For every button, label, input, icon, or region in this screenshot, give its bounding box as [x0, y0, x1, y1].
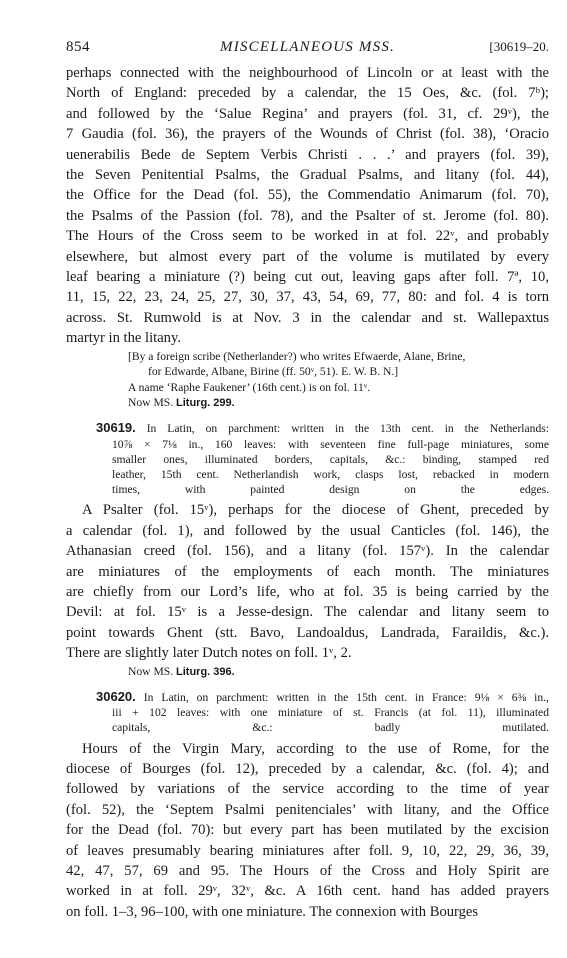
entry-line: In Latin, on parchment: written in the 15th cent. in France: 9⅛ × 6⅜ in., — [135, 690, 549, 704]
text-line: for the Dead (fol. 70): but every part has been mutilated by the excision — [66, 822, 549, 839]
editorial-note — [66, 349, 549, 395]
text-line: the Office for the Dead (fol. 55), the Commendatio Animarum (fol. 70), — [66, 187, 549, 204]
shelfmark-prefix: Now MS. — [128, 395, 176, 409]
text-line: the Psalms of the Passion (fol. 78), and the Psalter of st. Jerome (fol. 80). — [66, 207, 549, 224]
text-line: 7 Gaudia (fol. 36), the prayers of the Wounds of Christ (fol. 38), ‘Oracio — [66, 126, 549, 143]
note-line: [By a foreign scribe (Netherlander?) who writes Efwaerde, Alane, Brine, — [128, 349, 466, 363]
entry-30619-description — [66, 420, 549, 497]
text-line: and followed by the ‘Salue Regina’ and prayers (fol. 31, cf. 29ᵛ), the — [66, 105, 549, 122]
catalogue-page — [66, 38, 549, 922]
page-header — [66, 38, 549, 60]
text-line: perhaps connected with the neighbourhood of Lincoln or at least with the — [66, 65, 549, 81]
text-line: 42, 47, 57, 69 and 95. The Hours of the Cross and Holy Spirit are — [66, 863, 549, 880]
text-line: There are slightly later Dutch notes on foll. 1ᵛ, 2. — [66, 645, 352, 662]
text-line: North of England: preceded by a calendar, the 15 Oes, &c. (fol. 7ᵇ); — [66, 85, 549, 102]
text-line: the Seven Penitential Psalms, the Gradual Psalms, and litany (fol. 44), — [66, 167, 549, 184]
text-line: on foll. 1–3, 96–100, with one miniature. The connexion with Bourges — [66, 903, 479, 920]
text-line: a calendar (fol. 1), and followed by the usual Canticles (fol. 146), the — [66, 522, 549, 539]
text-line: are miniatures of the employments of each month. The miniatures — [66, 563, 549, 580]
text-line: 11, 15, 22, 23, 24, 25, 27, 30, 37, 43, 54, 69, 77, 80: and fol. 4 is torn — [66, 289, 549, 306]
shelfmark-note — [66, 395, 549, 411]
text-line: leaf bearing a miniature (?) being cut out, leaving gaps after foll. 7ª, 10, — [66, 269, 549, 286]
shelfmark-prefix: Now MS. — [128, 664, 176, 678]
entry-line: times, with painted design on the edges. — [112, 483, 549, 497]
text-line: worked in at foll. 29ᵛ, 32ᵛ, &c. A 16th cent. hand has added prayers — [66, 883, 549, 900]
text-line: Hours of the Virgin Mary, according to the use of Rome, for the — [82, 740, 549, 757]
shelfmark-ref: Liturg. 396. — [176, 665, 235, 678]
running-title: MISCELLANEOUS MSS. — [220, 39, 395, 55]
text-line: Devil: at fol. 15ᵛ is a Jesse-design. The calendar and litany seem to — [66, 604, 549, 621]
text-line: martyr in the litany. — [66, 330, 181, 347]
entry-line: capitals, &c.: badly mutilated. — [112, 721, 549, 735]
manuscript-range: [30619–20. — [489, 39, 549, 54]
text-line: of leaves presumably bearing miniatures after foll. 9, 10, 22, 29, 36, 39, — [66, 842, 549, 859]
text-line: diocese of Bourges (fol. 12), preceded by a calendar, &c. (fol. 4); and — [66, 761, 549, 777]
paragraph-30620 — [66, 739, 549, 923]
entry-line: iii + 102 leaves: with one miniature of st. Francis (at fol. 11), illuminated — [112, 706, 549, 720]
paragraph-continued — [66, 63, 549, 349]
note-line: for Edwarde, Albane, Birine (ff. 50ᵛ, 51). E. W. B. N.] — [148, 365, 399, 379]
entry-line: 10⅞ × 7⅛ in., 160 leaves: with seventeen fine full-page miniatures, some — [112, 437, 549, 451]
note-line: A name ‘Raphe Faukener’ (16th cent.) is on fol. 11ᵛ. — [128, 380, 371, 394]
text-line: across. St. Rumwold is at Nov. 3 in the calendar and st. Wallepaxtus — [66, 309, 549, 326]
text-line: A Psalter (fol. 15ᵛ), perhaps for the diocese of Ghent, preceded by — [82, 502, 549, 519]
text-line: followed by variations of the service according to the time of year — [66, 781, 549, 798]
entry-number: 30620. — [96, 688, 136, 704]
text-line: point towards Ghent (stt. Bavo, Landoaldus, Landrada, Faraildis, &c.). — [66, 624, 549, 641]
entry-line: leather, 15th cent. Netherlandish work, clasps lost, rebacked in modern — [112, 467, 549, 481]
entry-first-line — [96, 420, 549, 436]
entry-number: 30619. — [96, 420, 136, 436]
text-line: The Hours of the Cross seem to be worked in at fol. 22ᵛ, and probably — [66, 228, 549, 245]
text-line: Athanasian creed (fol. 156), and a litany (fol. 157ᵛ). In the calendar — [66, 543, 549, 560]
text-line: (fol. 52), the ‘Septem Psalmi penitenciales’ with litany, and the Office — [66, 801, 549, 818]
entry-line: In Latin, on parchment: written in the 13th cent. in the Netherlands: — [135, 422, 549, 436]
entry-line: smaller ones, illuminated borders, capitals, &c.: binding, stamped red — [112, 452, 549, 466]
shelfmark-note — [66, 664, 549, 680]
text-line: uenerabilis Bede de Septem Verbis Christi . . .’ and prayers (fol. 39), — [66, 146, 549, 163]
entry-30620-description — [66, 689, 549, 736]
entry-first-line — [96, 689, 549, 705]
page-number: 854 — [66, 39, 90, 55]
shelfmark-ref: Liturg. 299. — [176, 396, 235, 409]
text-line: are chiefly from our Lord’s life, who at fol. 35 is being carried by the — [66, 583, 549, 600]
paragraph-30619 — [66, 500, 549, 663]
text-line: elsewhere, but almost every part of the volume is mutilated by every — [66, 248, 549, 265]
